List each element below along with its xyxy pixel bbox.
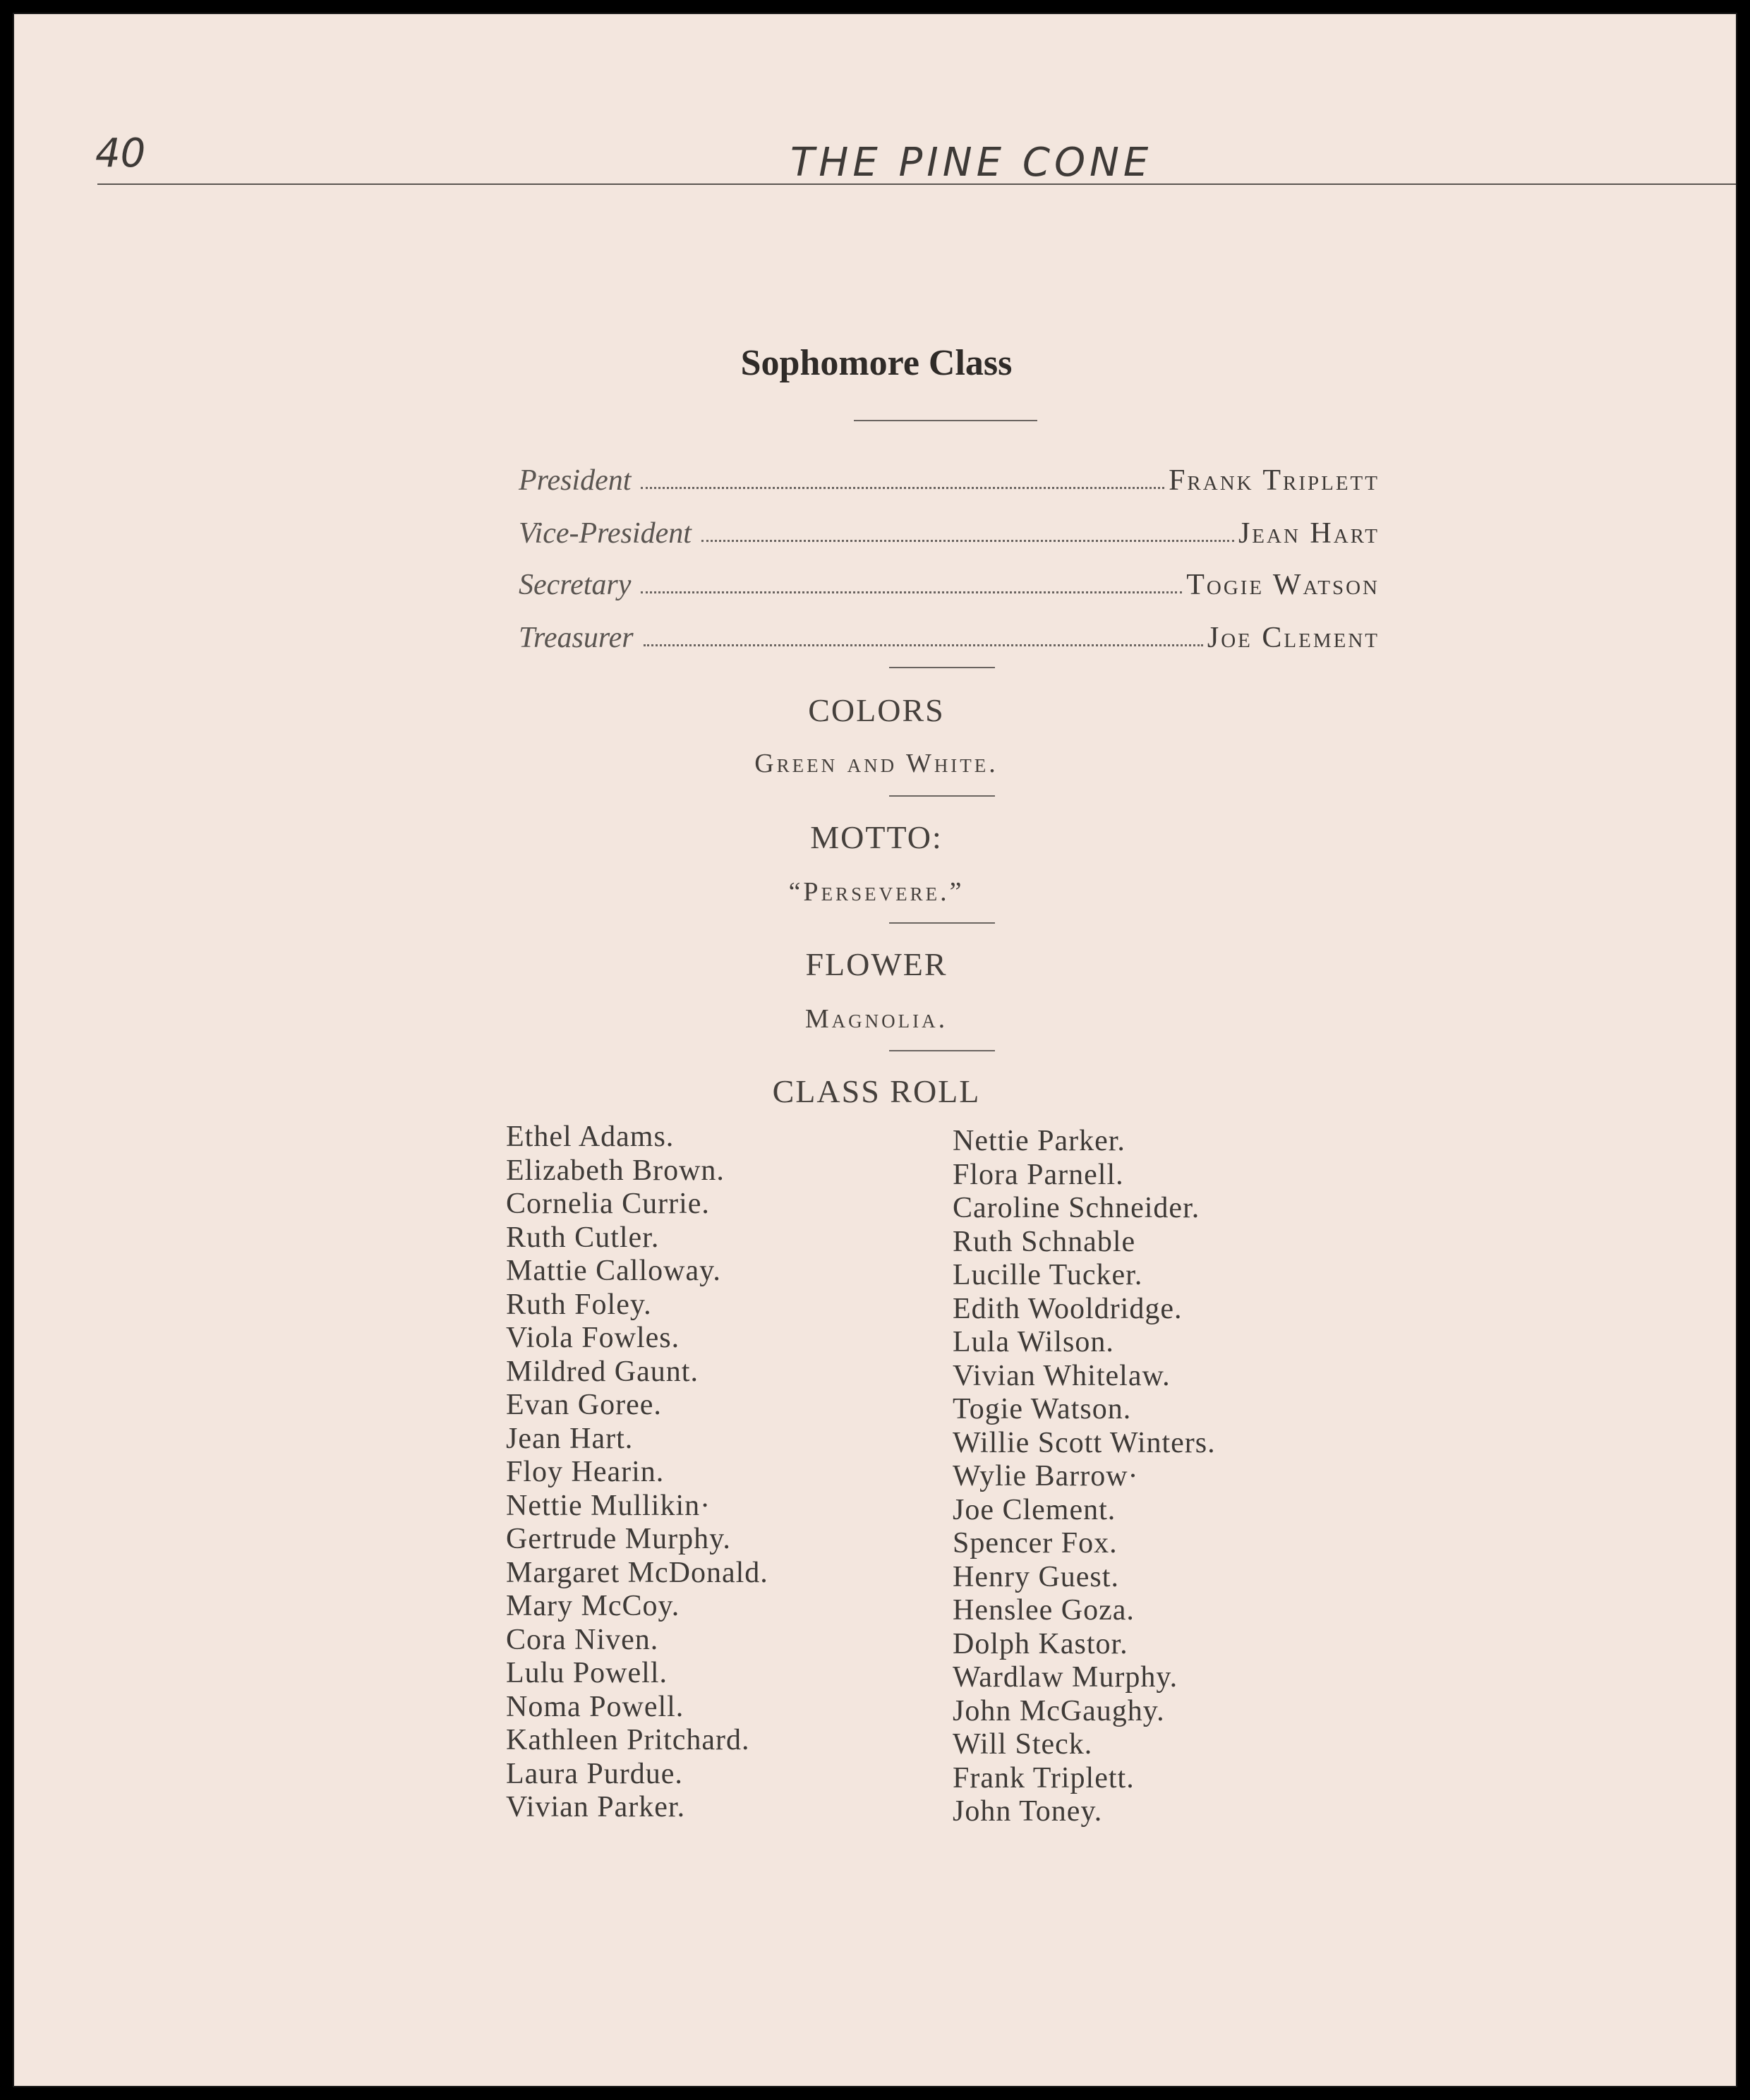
running-title: THE PINE CONE [790, 140, 1153, 186]
officer-role: Secretary [519, 569, 632, 601]
roll-entry: Jean Hart. [506, 1422, 634, 1455]
roll-entry: Cora Niven. [506, 1623, 659, 1656]
dot-leader [701, 540, 1234, 542]
officer-secretary [519, 560, 1380, 602]
colors-heading: COLORS [808, 692, 945, 728]
roll-entry: Joe Clement. [953, 1493, 1116, 1526]
roll-divider [889, 1050, 995, 1051]
motto-heading: MOTTO: [810, 819, 943, 855]
roll-entry: John McGaughy. [953, 1694, 1165, 1727]
roll-entry: Nettie Mullikin· [506, 1489, 711, 1522]
flower-heading: FLOWER [805, 946, 948, 982]
roll-entry: Mary McCoy. [506, 1590, 680, 1622]
officer-name: Frank Triplett [1169, 464, 1380, 497]
title-divider [854, 420, 1037, 421]
roll-entry: Flora Parnell. [953, 1158, 1124, 1191]
officer-treasurer [519, 612, 1380, 655]
dot-leader [644, 644, 1203, 646]
roll-entry: Will Steck. [953, 1728, 1093, 1761]
roll-entry: Lucille Tucker. [953, 1259, 1143, 1291]
roll-entry: Frank Triplett. [953, 1761, 1135, 1794]
roll-entry: Ruth Cutler. [506, 1221, 660, 1254]
class-roll-heading: CLASS ROLL [772, 1073, 981, 1109]
roll-entry: Togie Watson. [953, 1393, 1132, 1425]
section-title: Sophomore Class [740, 343, 1013, 383]
yearbook-page [13, 13, 1737, 2087]
page-number: 40 [95, 131, 146, 176]
roll-entry: Ruth Schnable [953, 1225, 1136, 1258]
roll-entry: Nettie Parker. [953, 1125, 1126, 1157]
roll-entry: Wylie Barrow· [953, 1460, 1139, 1492]
officer-president [519, 455, 1380, 497]
roll-entry: Gertrude Murphy. [506, 1523, 731, 1555]
roll-entry: Evan Goree. [506, 1389, 662, 1421]
roll-entry: Edith Wooldridge. [953, 1292, 1183, 1325]
roll-entry: Lulu Powell. [506, 1657, 668, 1689]
dot-leader [641, 487, 1164, 489]
roll-entry: Henry Guest. [953, 1560, 1119, 1593]
roll-entry: Cornelia Currie. [506, 1188, 710, 1220]
officer-name: Jean Hart [1238, 517, 1380, 550]
roll-entry: Floy Hearin. [506, 1456, 665, 1488]
roll-entry: John Toney. [953, 1795, 1103, 1828]
roll-entry: Wardlaw Murphy. [953, 1661, 1178, 1694]
roll-entry: Viola Fowles. [506, 1322, 680, 1354]
roll-entry: Laura Purdue. [506, 1757, 683, 1790]
roll-entry: Ruth Foley. [506, 1288, 652, 1321]
roll-entry: Dolph Kastor. [953, 1627, 1128, 1660]
motto-divider [889, 795, 995, 797]
officer-role: Treasurer [519, 622, 634, 654]
roll-entry: Caroline Schneider. [953, 1192, 1200, 1224]
roll-entry: Lula Wilson. [953, 1326, 1114, 1358]
motto-value: “Persevere.” [788, 877, 965, 907]
roll-entry: Henslee Goza. [953, 1594, 1135, 1627]
roll-entry: Spencer Fox. [953, 1527, 1118, 1559]
roll-entry: Elizabeth Brown. [506, 1154, 725, 1187]
officer-name: Joe Clement [1207, 622, 1380, 654]
class-roll-left-column [506, 1121, 768, 1825]
header-rule [97, 183, 1737, 185]
colors-value: Green and White. [754, 749, 998, 778]
roll-entry: Mildred Gaunt. [506, 1355, 699, 1388]
class-roll-right-column [953, 1125, 1216, 1829]
dot-leader [641, 591, 1182, 593]
officer-vice-president [519, 508, 1380, 550]
roll-entry: Margaret McDonald. [506, 1556, 768, 1589]
roll-entry: Ethel Adams. [506, 1121, 675, 1153]
officer-role: Vice-President [519, 517, 692, 550]
roll-entry: Vivian Whitelaw. [953, 1359, 1171, 1392]
roll-entry: Noma Powell. [506, 1690, 684, 1723]
officer-role: President [519, 464, 632, 497]
roll-entry: Willie Scott Winters. [953, 1426, 1216, 1459]
roll-entry: Mattie Calloway. [506, 1255, 721, 1287]
colors-divider [889, 667, 995, 668]
officer-name: Togie Watson [1186, 569, 1380, 601]
roll-entry: Vivian Parker. [506, 1791, 686, 1823]
roll-entry: Kathleen Pritchard. [506, 1724, 750, 1756]
flower-value: Magnolia. [804, 1004, 948, 1034]
flower-divider [889, 922, 995, 924]
